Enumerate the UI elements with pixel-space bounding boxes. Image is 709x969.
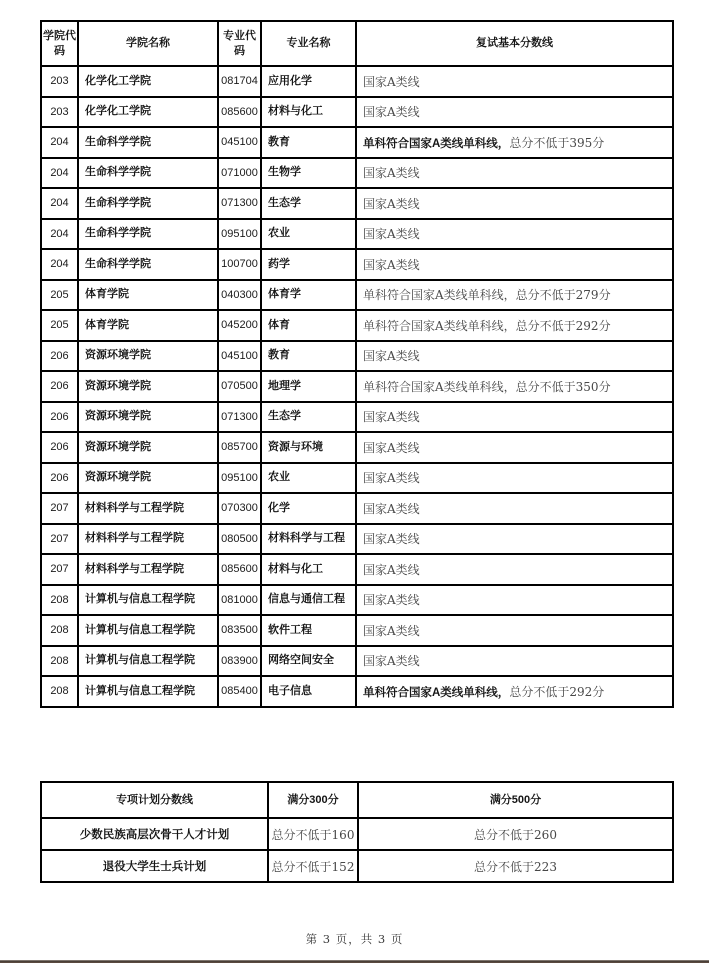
score-tail-text: 国家A类线 bbox=[363, 593, 420, 608]
college-code-cell: 208 bbox=[41, 646, 78, 677]
major-code-cell: 083500 bbox=[218, 615, 261, 646]
major-name-cell: 资源与环境 bbox=[261, 432, 356, 463]
score-300-cell: 总分不低于152 bbox=[268, 850, 358, 882]
college-code-cell: 207 bbox=[41, 524, 78, 555]
score-table-row bbox=[41, 158, 673, 189]
special-plan-table bbox=[40, 781, 674, 883]
college-name-cell: 生命科学学院 bbox=[78, 188, 218, 219]
score-line-cell bbox=[356, 463, 673, 494]
college-name-cell: 化学化工学院 bbox=[78, 66, 218, 97]
score-table-row bbox=[41, 402, 673, 433]
college-name-cell: 材料科学与工程学院 bbox=[78, 493, 218, 524]
major-code-cell: 071300 bbox=[218, 402, 261, 433]
college-name-cell: 资源环境学院 bbox=[78, 341, 218, 372]
major-name-cell: 材料与化工 bbox=[261, 554, 356, 585]
score-tail-text: 国家A类线 bbox=[363, 440, 420, 455]
score-tail-text: 国家A类线 bbox=[363, 227, 420, 242]
score-500-cell: 总分不低于223 bbox=[358, 850, 673, 882]
score-line-cell bbox=[356, 219, 673, 250]
college-code-cell: 206 bbox=[41, 463, 78, 494]
score-table-row bbox=[41, 371, 673, 402]
score-tail-text: 单科符合国家A类线单科线，总分不低于350分 bbox=[363, 379, 611, 394]
score-tail-text: 国家A类线 bbox=[363, 166, 420, 181]
score-line-cell bbox=[356, 249, 673, 280]
college-name-cell: 生命科学学院 bbox=[78, 219, 218, 250]
major-name-cell: 生态学 bbox=[261, 188, 356, 219]
score-table-row bbox=[41, 66, 673, 97]
score-tail-text: 国家A类线 bbox=[363, 562, 420, 577]
score-tail-text: 国家A类线 bbox=[363, 257, 420, 272]
score-table-body bbox=[41, 66, 673, 707]
score-tail-text: 总分不低于395分 bbox=[509, 135, 605, 150]
major-code-cell: 070300 bbox=[218, 493, 261, 524]
score-table-row bbox=[41, 341, 673, 372]
score-tail-text: 国家A类线 bbox=[363, 471, 420, 486]
major-code-cell: 095100 bbox=[218, 219, 261, 250]
score-line-cell bbox=[356, 280, 673, 311]
score-300-cell: 总分不低于160 bbox=[268, 818, 358, 850]
college-code-cell: 203 bbox=[41, 66, 78, 97]
header-full-500: 满分500分 bbox=[358, 782, 673, 818]
score-line-cell bbox=[356, 676, 673, 707]
score-tail-text: 单科符合国家A类线单科线，总分不低于292分 bbox=[363, 318, 611, 333]
score-table-row bbox=[41, 646, 673, 677]
score-line-cell bbox=[356, 341, 673, 372]
special-plan-header-row bbox=[41, 782, 673, 818]
major-name-cell: 材料与化工 bbox=[261, 97, 356, 128]
score-table-row bbox=[41, 554, 673, 585]
major-code-cell: 070500 bbox=[218, 371, 261, 402]
score-table-row bbox=[41, 97, 673, 128]
score-line-cell bbox=[356, 615, 673, 646]
score-table-row bbox=[41, 585, 673, 616]
college-code-cell: 203 bbox=[41, 97, 78, 128]
score-table-row bbox=[41, 219, 673, 250]
score-tail-text: 国家A类线 bbox=[363, 532, 420, 547]
college-code-cell: 207 bbox=[41, 554, 78, 585]
score-line-cell bbox=[356, 524, 673, 555]
score-table-row bbox=[41, 280, 673, 311]
special-plan-section bbox=[40, 781, 672, 883]
major-code-cell: 071300 bbox=[218, 188, 261, 219]
plan-name-cell: 退役大学生士兵计划 bbox=[41, 850, 268, 882]
college-name-cell: 生命科学学院 bbox=[78, 158, 218, 189]
college-name-cell: 计算机与信息工程学院 bbox=[78, 585, 218, 616]
score-tail-text: 国家A类线 bbox=[363, 349, 420, 364]
page-number: 第 3 页，共 3 页 bbox=[305, 932, 404, 946]
college-code-cell: 204 bbox=[41, 219, 78, 250]
major-code-cell: 040300 bbox=[218, 280, 261, 311]
major-code-cell: 095100 bbox=[218, 463, 261, 494]
college-code-cell: 204 bbox=[41, 249, 78, 280]
score-500-cell: 总分不低于260 bbox=[358, 818, 673, 850]
college-name-cell: 计算机与信息工程学院 bbox=[78, 615, 218, 646]
major-name-cell: 药学 bbox=[261, 249, 356, 280]
major-name-cell: 体育 bbox=[261, 310, 356, 341]
major-code-cell: 045100 bbox=[218, 127, 261, 158]
college-name-cell: 体育学院 bbox=[78, 310, 218, 341]
college-code-cell: 204 bbox=[41, 158, 78, 189]
college-code-cell: 204 bbox=[41, 188, 78, 219]
college-name-cell: 资源环境学院 bbox=[78, 371, 218, 402]
college-code-cell: 208 bbox=[41, 615, 78, 646]
score-table-row bbox=[41, 127, 673, 158]
college-code-cell: 208 bbox=[41, 676, 78, 707]
college-code-cell: 204 bbox=[41, 127, 78, 158]
header-score-line: 复试基本分数线 bbox=[356, 21, 673, 66]
score-line-cell bbox=[356, 97, 673, 128]
college-name-cell: 体育学院 bbox=[78, 280, 218, 311]
major-name-cell: 地理学 bbox=[261, 371, 356, 402]
header-college-code: 学院代码 bbox=[41, 21, 78, 66]
score-line-cell bbox=[356, 585, 673, 616]
score-table-row bbox=[41, 463, 673, 494]
major-name-cell: 教育 bbox=[261, 127, 356, 158]
major-name-cell: 生态学 bbox=[261, 402, 356, 433]
score-table-header-row bbox=[41, 21, 673, 66]
score-line-cell bbox=[356, 493, 673, 524]
score-tail-text: 国家A类线 bbox=[363, 105, 420, 120]
header-special-plan: 专项计划分数线 bbox=[41, 782, 268, 818]
score-table-row bbox=[41, 432, 673, 463]
college-code-cell: 206 bbox=[41, 341, 78, 372]
score-line-cell bbox=[356, 432, 673, 463]
college-name-cell: 资源环境学院 bbox=[78, 463, 218, 494]
score-line-cell bbox=[356, 158, 673, 189]
score-tail-text: 总分不低于292分 bbox=[509, 684, 605, 699]
score-line-cell bbox=[356, 310, 673, 341]
score-tail-text: 国家A类线 bbox=[363, 501, 420, 516]
header-major-name: 专业名称 bbox=[261, 21, 356, 66]
score-tail-text: 国家A类线 bbox=[363, 74, 420, 89]
college-name-cell: 化学化工学院 bbox=[78, 97, 218, 128]
major-name-cell: 农业 bbox=[261, 463, 356, 494]
major-name-cell: 电子信息 bbox=[261, 676, 356, 707]
college-name-cell: 资源环境学院 bbox=[78, 432, 218, 463]
major-name-cell: 化学 bbox=[261, 493, 356, 524]
major-code-cell: 080500 bbox=[218, 524, 261, 555]
major-code-cell: 083900 bbox=[218, 646, 261, 677]
college-code-cell: 205 bbox=[41, 310, 78, 341]
score-table-row bbox=[41, 615, 673, 646]
score-line-cell bbox=[356, 188, 673, 219]
major-code-cell: 071000 bbox=[218, 158, 261, 189]
page-edge-line bbox=[0, 960, 709, 963]
college-code-cell: 208 bbox=[41, 585, 78, 616]
major-name-cell: 网络空间安全 bbox=[261, 646, 356, 677]
score-table-row bbox=[41, 249, 673, 280]
plan-name-cell: 少数民族高层次骨干人才计划 bbox=[41, 818, 268, 850]
major-name-cell: 材料科学与工程 bbox=[261, 524, 356, 555]
major-code-cell: 085400 bbox=[218, 676, 261, 707]
special-table-body bbox=[41, 818, 673, 882]
college-code-cell: 205 bbox=[41, 280, 78, 311]
score-table-row bbox=[41, 188, 673, 219]
score-line-cell bbox=[356, 554, 673, 585]
major-name-cell: 信息与通信工程 bbox=[261, 585, 356, 616]
score-tail-text: 单科符合国家A类线单科线，总分不低于279分 bbox=[363, 288, 611, 303]
college-name-cell: 计算机与信息工程学院 bbox=[78, 676, 218, 707]
major-name-cell: 农业 bbox=[261, 219, 356, 250]
major-code-cell: 085700 bbox=[218, 432, 261, 463]
header-major-code: 专业代码 bbox=[218, 21, 261, 66]
major-name-cell: 体育学 bbox=[261, 280, 356, 311]
score-table-section bbox=[40, 20, 672, 708]
score-tail-text: 国家A类线 bbox=[363, 196, 420, 211]
college-name-cell: 生命科学学院 bbox=[78, 249, 218, 280]
college-code-cell: 206 bbox=[41, 371, 78, 402]
score-tail-text: 国家A类线 bbox=[363, 654, 420, 669]
score-line-cell bbox=[356, 646, 673, 677]
score-table-row bbox=[41, 310, 673, 341]
major-code-cell: 085600 bbox=[218, 97, 261, 128]
score-table-row bbox=[41, 524, 673, 555]
college-code-cell: 206 bbox=[41, 432, 78, 463]
major-name-cell: 软件工程 bbox=[261, 615, 356, 646]
score-table-row bbox=[41, 493, 673, 524]
special-plan-row bbox=[41, 818, 673, 850]
score-tail-text: 国家A类线 bbox=[363, 410, 420, 425]
major-name-cell: 应用化学 bbox=[261, 66, 356, 97]
college-name-cell: 材料科学与工程学院 bbox=[78, 524, 218, 555]
header-college-name: 学院名称 bbox=[78, 21, 218, 66]
major-code-cell: 081000 bbox=[218, 585, 261, 616]
score-line-cell bbox=[356, 127, 673, 158]
major-code-cell: 081704 bbox=[218, 66, 261, 97]
score-table-row bbox=[41, 676, 673, 707]
score-line-cell bbox=[356, 371, 673, 402]
score-line-cell bbox=[356, 66, 673, 97]
college-code-cell: 206 bbox=[41, 402, 78, 433]
major-code-cell: 045100 bbox=[218, 341, 261, 372]
major-name-cell: 教育 bbox=[261, 341, 356, 372]
score-line-cell bbox=[356, 402, 673, 433]
major-code-cell: 045200 bbox=[218, 310, 261, 341]
major-code-cell: 100700 bbox=[218, 249, 261, 280]
college-name-cell: 材料科学与工程学院 bbox=[78, 554, 218, 585]
header-full-300: 满分300分 bbox=[268, 782, 358, 818]
college-name-cell: 生命科学学院 bbox=[78, 127, 218, 158]
score-table bbox=[40, 20, 674, 708]
college-name-cell: 计算机与信息工程学院 bbox=[78, 646, 218, 677]
score-head-text: 单科符合国家A类线单科线， bbox=[363, 137, 510, 150]
major-name-cell: 生物学 bbox=[261, 158, 356, 189]
college-name-cell: 资源环境学院 bbox=[78, 402, 218, 433]
score-tail-text: 国家A类线 bbox=[363, 623, 420, 638]
score-head-text: 单科符合国家A类线单科线， bbox=[363, 686, 510, 699]
college-code-cell: 207 bbox=[41, 493, 78, 524]
major-code-cell: 085600 bbox=[218, 554, 261, 585]
special-plan-row bbox=[41, 850, 673, 882]
